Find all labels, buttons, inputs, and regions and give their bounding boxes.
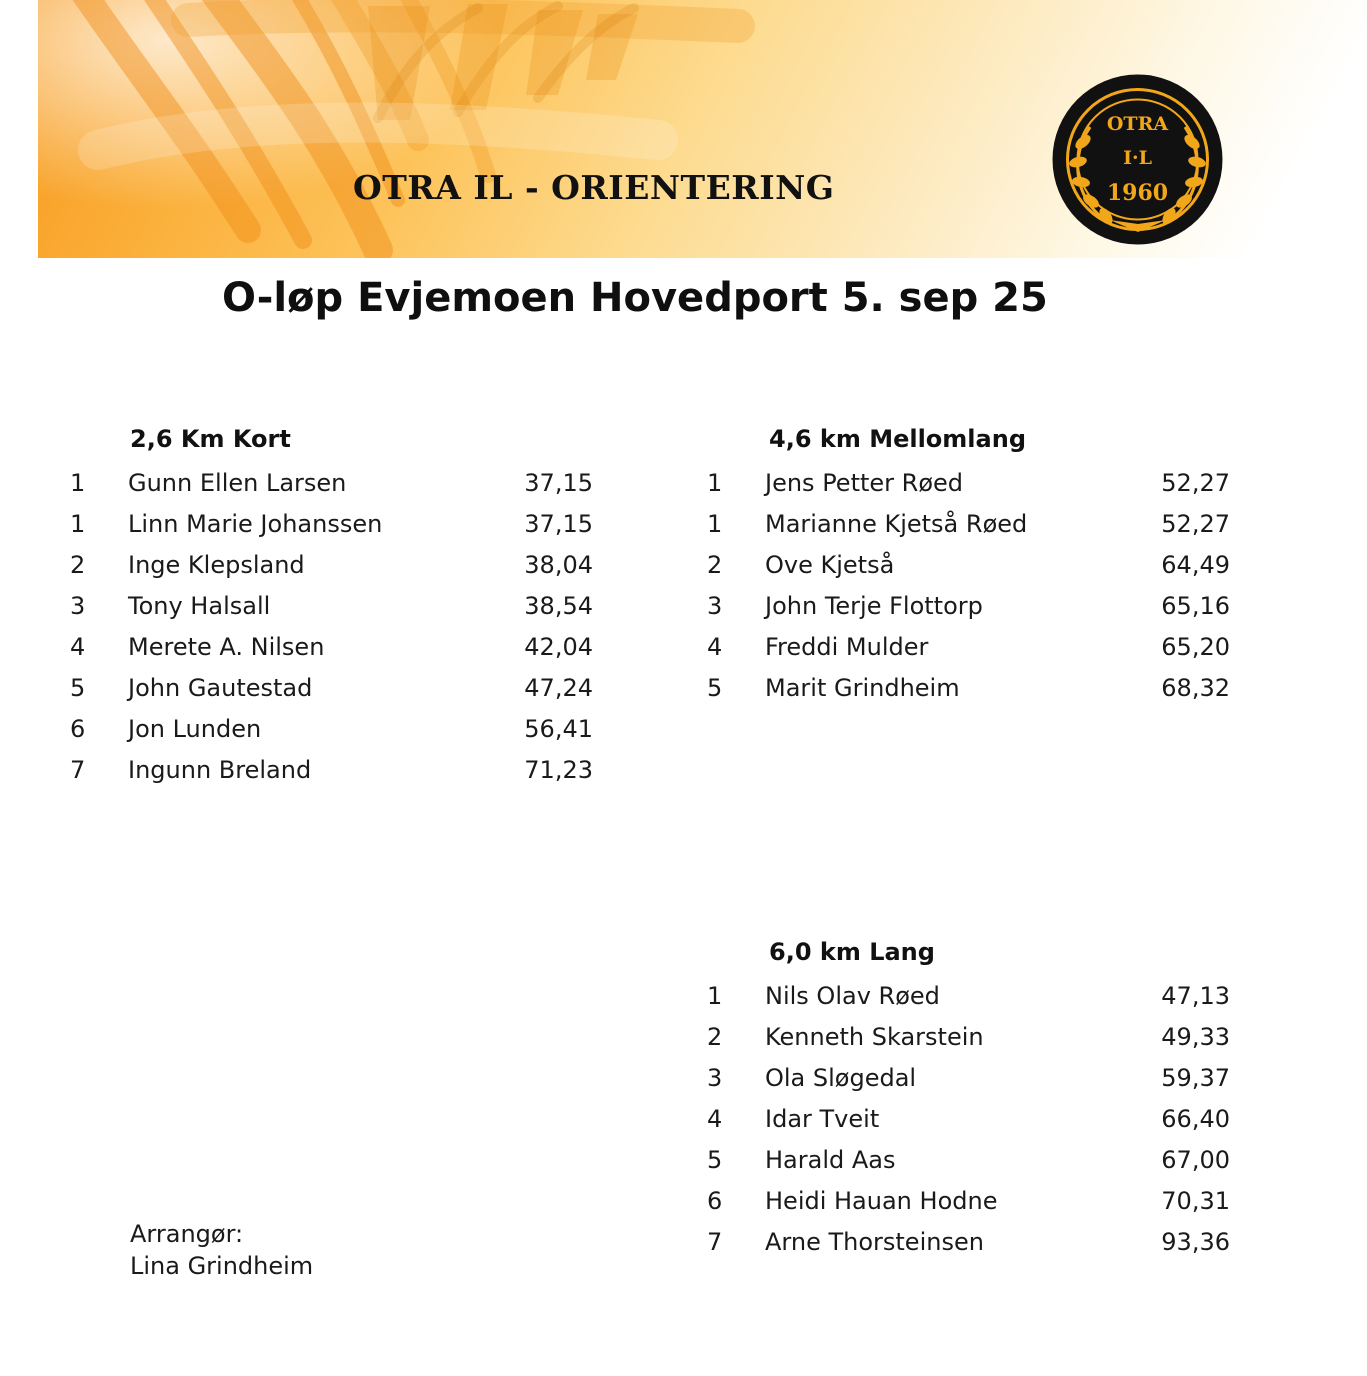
time-cell: 65,20 (1161, 633, 1230, 661)
name-cell: Merete A. Nilsen (128, 633, 325, 661)
time-cell: 37,15 (524, 469, 593, 497)
rank-cell: 4 (70, 633, 86, 661)
rank-cell: 3 (707, 592, 723, 620)
rank-cell: 3 (70, 592, 86, 620)
table-row (707, 1064, 1230, 1105)
rank-cell: 6 (70, 715, 86, 743)
organiser-section (130, 1218, 313, 1283)
time-cell: 37,15 (524, 510, 593, 538)
table-row (70, 715, 593, 756)
table-row (70, 510, 593, 551)
time-cell: 52,27 (1161, 510, 1230, 538)
name-cell: Freddi Mulder (765, 633, 929, 661)
name-cell: Jens Petter Røed (765, 469, 964, 497)
rank-cell: 1 (707, 469, 723, 497)
name-cell: Ola Sløgedal (765, 1064, 917, 1092)
name-cell: Harald Aas (765, 1146, 896, 1174)
time-cell: 47,13 (1161, 982, 1230, 1010)
name-cell: Linn Marie Johanssen (128, 510, 383, 538)
name-cell: Ove Kjetså (765, 551, 895, 579)
name-cell: John Gautestad (128, 674, 313, 702)
time-cell: 64,49 (1161, 551, 1230, 579)
name-cell: Arne Thorsteinsen (765, 1228, 984, 1256)
course-title-kort: 2,6 Km Kort (130, 425, 291, 453)
name-cell: Heidi Hauan Hodne (765, 1187, 998, 1215)
name-cell: Kenneth Skarstein (765, 1023, 984, 1051)
rank-cell: 1 (70, 510, 86, 538)
table-row (707, 1146, 1230, 1187)
course-block-kort (70, 425, 593, 797)
name-cell: Marianne Kjetså Røed (765, 510, 1028, 538)
table-row (707, 592, 1230, 633)
table-row (707, 1105, 1230, 1146)
name-cell: Inge Klepsland (128, 551, 305, 579)
table-row (707, 1187, 1230, 1228)
time-cell: 66,40 (1161, 1105, 1230, 1133)
table-row (70, 469, 593, 510)
rank-cell: 5 (70, 674, 86, 702)
organiser-label: Arrangør: (130, 1220, 244, 1248)
club-title: OTRA IL - ORIENTERING (353, 168, 835, 207)
results-table-mellomlang (707, 469, 1230, 715)
table-row (707, 551, 1230, 592)
header-banner (38, 0, 1367, 258)
time-cell: 38,04 (524, 551, 593, 579)
rank-cell: 7 (70, 756, 86, 784)
rank-cell: 3 (707, 1064, 723, 1092)
table-row (707, 633, 1230, 674)
rank-cell: 1 (707, 510, 723, 538)
name-cell: Gunn Ellen Larsen (128, 469, 347, 497)
rank-cell: 2 (707, 551, 723, 579)
table-row (707, 469, 1230, 510)
rank-cell: 2 (707, 1023, 723, 1051)
time-cell: 71,23 (524, 756, 593, 784)
name-cell: Tony Halsall (128, 592, 271, 620)
logo-top-text: OTRA (1106, 113, 1169, 135)
name-cell: Jon Lunden (128, 715, 262, 743)
time-cell: 67,00 (1161, 1146, 1230, 1174)
results-table-lang (707, 982, 1230, 1269)
rank-cell: 7 (707, 1228, 723, 1256)
table-row (707, 982, 1230, 1023)
time-cell: 56,41 (524, 715, 593, 743)
course-block-lang (707, 938, 1230, 1269)
time-cell: 59,37 (1161, 1064, 1230, 1092)
rank-cell: 1 (707, 982, 723, 1010)
time-cell: 38,54 (524, 592, 593, 620)
rank-cell: 6 (707, 1187, 723, 1215)
results-table-kort (70, 469, 593, 797)
table-row (707, 674, 1230, 715)
logo-bottom-text: 1960 (1106, 180, 1169, 206)
course-block-mellomlang (707, 425, 1230, 715)
time-cell: 70,31 (1161, 1187, 1230, 1215)
logo-middle-text: I·L (1123, 147, 1152, 169)
name-cell: Idar Tveit (765, 1105, 880, 1133)
table-row (70, 633, 593, 674)
table-row (707, 510, 1230, 551)
rank-cell: 1 (70, 469, 86, 497)
table-row (70, 592, 593, 633)
name-cell: Ingunn Breland (128, 756, 312, 784)
course-title-mellomlang: 4,6 km Mellomlang (769, 425, 1026, 453)
club-logo (1050, 72, 1225, 247)
time-cell: 47,24 (524, 674, 593, 702)
table-row (707, 1023, 1230, 1064)
table-row (707, 1228, 1230, 1269)
course-title-lang: 6,0 km Lang (769, 938, 935, 966)
name-cell: John Terje Flottorp (765, 592, 983, 620)
rank-cell: 4 (707, 633, 723, 661)
time-cell: 49,33 (1161, 1023, 1230, 1051)
time-cell: 52,27 (1161, 469, 1230, 497)
time-cell: 93,36 (1161, 1228, 1230, 1256)
time-cell: 65,16 (1161, 592, 1230, 620)
table-row (70, 756, 593, 797)
rank-cell: 5 (707, 674, 723, 702)
time-cell: 42,04 (524, 633, 593, 661)
rank-cell: 5 (707, 1146, 723, 1174)
name-cell: Marit Grindheim (765, 674, 960, 702)
table-row (70, 551, 593, 592)
rank-cell: 4 (707, 1105, 723, 1133)
rank-cell: 2 (70, 551, 86, 579)
table-row (70, 674, 593, 715)
time-cell: 68,32 (1161, 674, 1230, 702)
organiser-name: Lina Grindheim (130, 1252, 314, 1281)
page-title: O-løp Evjemoen Hovedport 5. sep 25 (222, 275, 1048, 321)
name-cell: Nils Olav Røed (765, 982, 940, 1010)
